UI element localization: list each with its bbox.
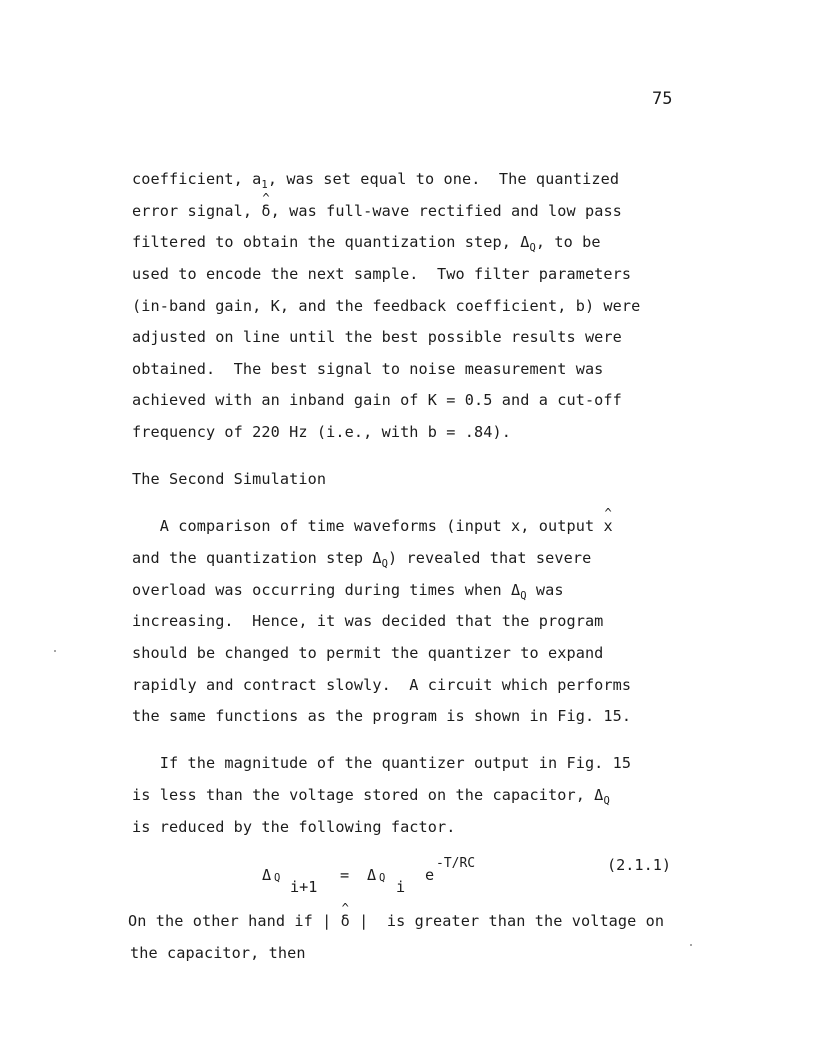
text: overload was occurring during times when Δ	[132, 581, 521, 599]
scan-speck	[690, 944, 692, 946]
x-hat-symbol: ^ x	[603, 517, 612, 535]
text: On the other hand if |	[128, 912, 341, 930]
paragraph-4-line-1	[128, 912, 664, 930]
paragraph-3-line-2	[132, 786, 610, 807]
paragraph-1-line-7: obtained. The best signal to noise measurement was	[132, 360, 604, 378]
paragraph-1-line-6: adjusted on line until the best possible results were	[132, 328, 622, 346]
eq-lhs-sub-index: i+1	[290, 878, 318, 896]
paragraph-4-line-2: the capacitor, then	[130, 944, 306, 962]
subscript: Q	[381, 558, 389, 570]
text: filtered to obtain the quantization step, Δ	[132, 233, 530, 251]
equation-number: (2.1.1)	[607, 856, 672, 874]
paragraph-2-line-5: should be changed to permit the quantizer to expand	[132, 644, 604, 662]
paragraph-1-line-8: achieved with an inband gain of K = 0.5 and a cut-off	[132, 391, 622, 409]
delta-hat-symbol: ^ δ	[261, 202, 270, 220]
page-number: 75	[652, 89, 673, 109]
text: , was set equal to one. The quantized	[267, 170, 620, 188]
subscript: Q	[529, 242, 536, 254]
paragraph-1-line-2	[132, 202, 622, 220]
text: was	[526, 581, 564, 599]
paragraph-2-line-3	[132, 581, 564, 602]
eq-rhs-sub-q: Q	[379, 872, 386, 884]
paragraph-3-line-1: If the magnitude of the quantizer output in Fig. 15	[132, 754, 632, 772]
text: ) revealed that severe	[388, 549, 592, 567]
paragraph-2-line-2	[132, 549, 592, 570]
subscript: 1	[261, 179, 268, 191]
text: | is greater than the voltage on	[349, 912, 665, 930]
text: error signal,	[132, 202, 262, 220]
section-heading: The Second Simulation	[132, 470, 327, 488]
eq-lhs-sub-q: Q	[274, 872, 281, 884]
eq-exp-base: e	[425, 866, 435, 884]
subscript: Q	[603, 795, 610, 807]
delta-hat-symbol: ^ δ	[341, 912, 350, 930]
text: and the quantization step Δ	[132, 549, 382, 567]
paragraph-3-line-3: is reduced by the following factor.	[132, 818, 456, 836]
paragraph-1-line-5: (in-band gain, K, and the feedback coefficient, b) were	[132, 297, 641, 315]
subscript: Q	[520, 590, 527, 602]
eq-rhs-delta: Δ	[367, 866, 377, 884]
eq-rhs-sub-index: i	[396, 878, 406, 896]
paragraph-2-line-1	[132, 517, 613, 535]
text: is less than the voltage stored on the capacitor, Δ	[132, 786, 604, 804]
text: , to be	[535, 233, 601, 251]
paragraph-2-line-6: rapidly and contract slowly. A circuit which performs	[132, 676, 632, 694]
paragraph-1-line-3	[132, 233, 601, 254]
paragraph-1-line-9: frequency of 220 Hz (i.e., with b = .84).	[132, 423, 511, 441]
paragraph-1-line-1	[132, 170, 620, 191]
paragraph-2-line-7: the same functions as the program is shown in Fig. 15.	[132, 707, 632, 725]
text: , was full-wave rectified and low pass	[270, 202, 622, 220]
paragraph-1-line-4: used to encode the next sample. Two filter parameters	[132, 265, 632, 283]
text: coefficient, a	[132, 170, 262, 188]
paragraph-2-line-4: increasing. Hence, it was decided that the program	[132, 612, 604, 630]
text: A comparison of time waveforms (input x, output	[132, 517, 604, 535]
eq-exp-power: -T/RC	[436, 856, 476, 871]
eq-equals: =	[340, 866, 350, 884]
scan-speck	[54, 650, 56, 652]
eq-lhs-delta: Δ	[262, 866, 272, 884]
